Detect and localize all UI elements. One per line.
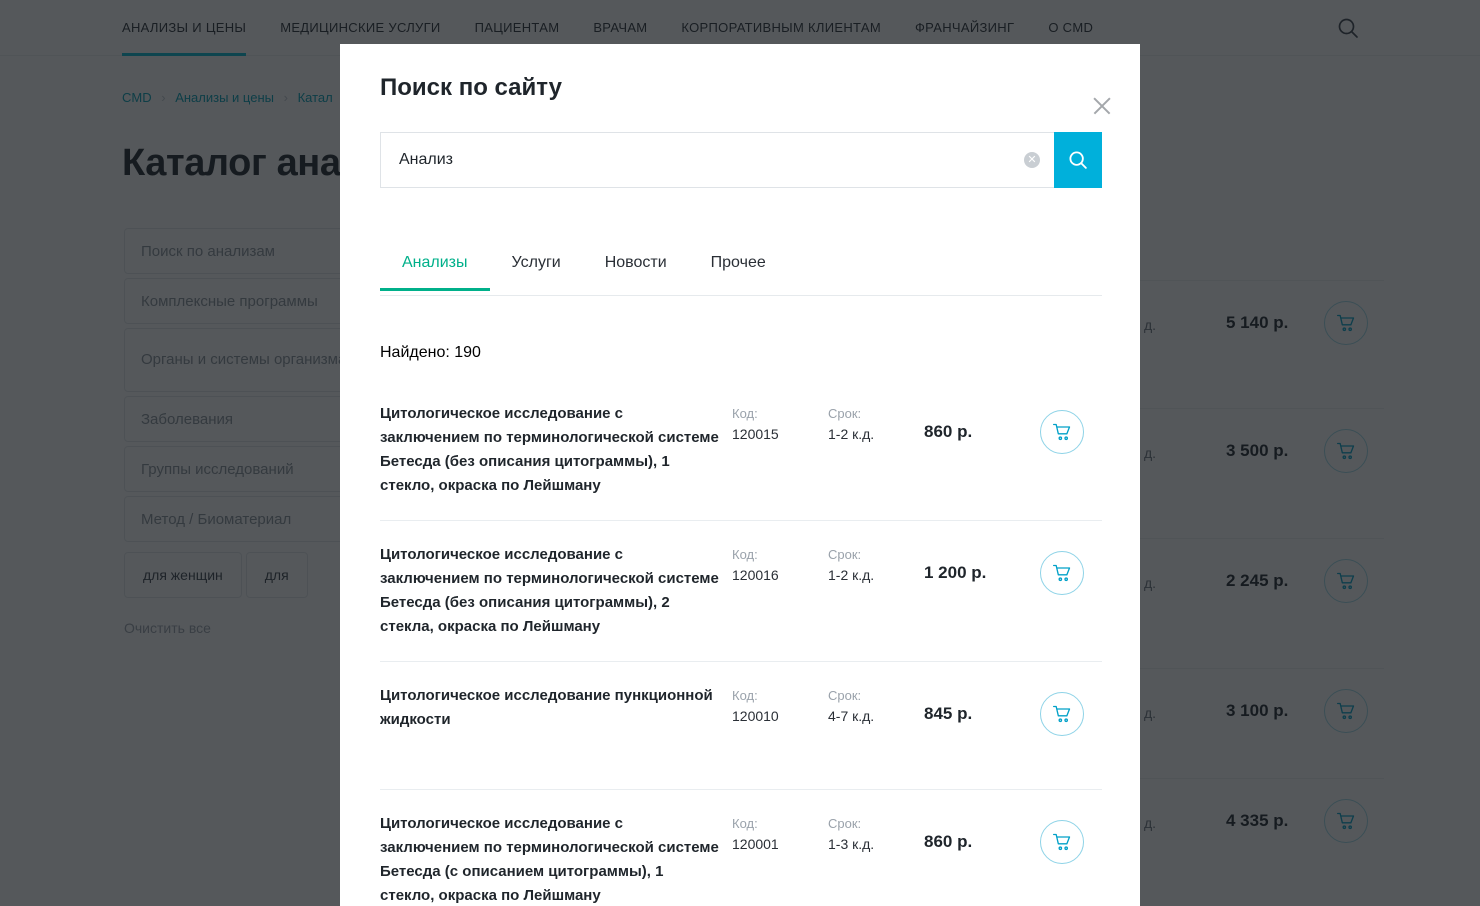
- result-tabs: [380, 244, 1102, 296]
- result-price: 860 р.: [924, 422, 973, 441]
- results-count-label: Найдено: 190: [380, 344, 481, 361]
- term-value: 1-2 к.д.: [828, 567, 875, 584]
- list-item[interactable]: [380, 380, 1102, 521]
- tab-services[interactable]: [490, 244, 583, 290]
- result-name: Цитологическое исследование с заключением по терминологической системе Бетесда (без описания цитограммы), 2 стекла, окраска по Лейшману: [380, 546, 719, 635]
- clear-icon[interactable]: ✕: [1024, 152, 1040, 168]
- tab-label: Новости: [604, 254, 667, 271]
- term-label: Срок:: [828, 688, 862, 703]
- list-item[interactable]: [380, 790, 1102, 906]
- result-name: Цитологическое исследование с заключением по терминологической системе Бетесда (без описания цитограммы), 1 стекло, окраска по Лейшману: [380, 405, 719, 494]
- code-value: 120016: [732, 567, 779, 584]
- cart-icon[interactable]: [1040, 820, 1084, 864]
- close-icon[interactable]: [1088, 92, 1116, 120]
- cart-icon[interactable]: [1040, 692, 1084, 736]
- result-code: [732, 684, 828, 767]
- search-submit-button[interactable]: [1054, 132, 1102, 188]
- result-term: [828, 543, 924, 639]
- term-value: 4-7 к.д.: [828, 708, 875, 725]
- result-term: [828, 684, 924, 767]
- code-label: Код:: [732, 406, 758, 421]
- tab-label: Анализы: [402, 254, 468, 271]
- tab-other[interactable]: [689, 244, 788, 290]
- code-label: Код:: [732, 688, 758, 703]
- result-term: [828, 402, 924, 498]
- code-value: 120001: [732, 836, 779, 853]
- result-price: 860 р.: [924, 832, 973, 851]
- result-code: [732, 402, 828, 498]
- result-name: Цитологическое исследование пункционной жидкости: [380, 687, 713, 728]
- search-input[interactable]: [381, 133, 1054, 187]
- code-label: Код:: [732, 816, 758, 831]
- result-price: 1 200 р.: [924, 563, 987, 582]
- cart-icon[interactable]: [1040, 551, 1084, 595]
- dialog-title: Поиск по сайту: [380, 74, 562, 101]
- list-item[interactable]: [380, 662, 1102, 790]
- result-cart: [1040, 402, 1090, 498]
- result-price: 845 р.: [924, 704, 973, 723]
- term-value: 1-3 к.д.: [828, 836, 875, 853]
- search-input-wrapper: [380, 132, 1054, 188]
- code-label: Код:: [732, 547, 758, 562]
- tab-analyses[interactable]: [380, 244, 490, 290]
- code-value: 120015: [732, 426, 779, 443]
- result-name: Цитологическое исследование с заключением по терминологической системе Бетесда (с описанием цитограммы), 1 стекло, окраска по Лейшману: [380, 815, 719, 904]
- result-cart: [1040, 684, 1090, 767]
- tab-label: Прочее: [710, 254, 766, 271]
- term-label: Срок:: [828, 547, 862, 562]
- results-count: [380, 336, 1102, 380]
- term-label: Срок:: [828, 406, 862, 421]
- result-cart: [1040, 812, 1090, 906]
- term-label: Срок:: [828, 816, 862, 831]
- tab-news[interactable]: [583, 244, 689, 290]
- result-cart: [1040, 543, 1090, 639]
- tab-label: Услуги: [511, 254, 561, 271]
- result-code: [732, 812, 828, 906]
- search-results-list: [380, 336, 1102, 906]
- cart-icon[interactable]: [1040, 410, 1084, 454]
- code-value: 120010: [732, 708, 779, 725]
- list-item[interactable]: [380, 521, 1102, 662]
- search-bar: [380, 132, 1102, 188]
- term-value: 1-2 к.д.: [828, 426, 875, 443]
- result-code: [732, 543, 828, 639]
- site-search-dialog: [340, 44, 1140, 906]
- result-term: [828, 812, 924, 906]
